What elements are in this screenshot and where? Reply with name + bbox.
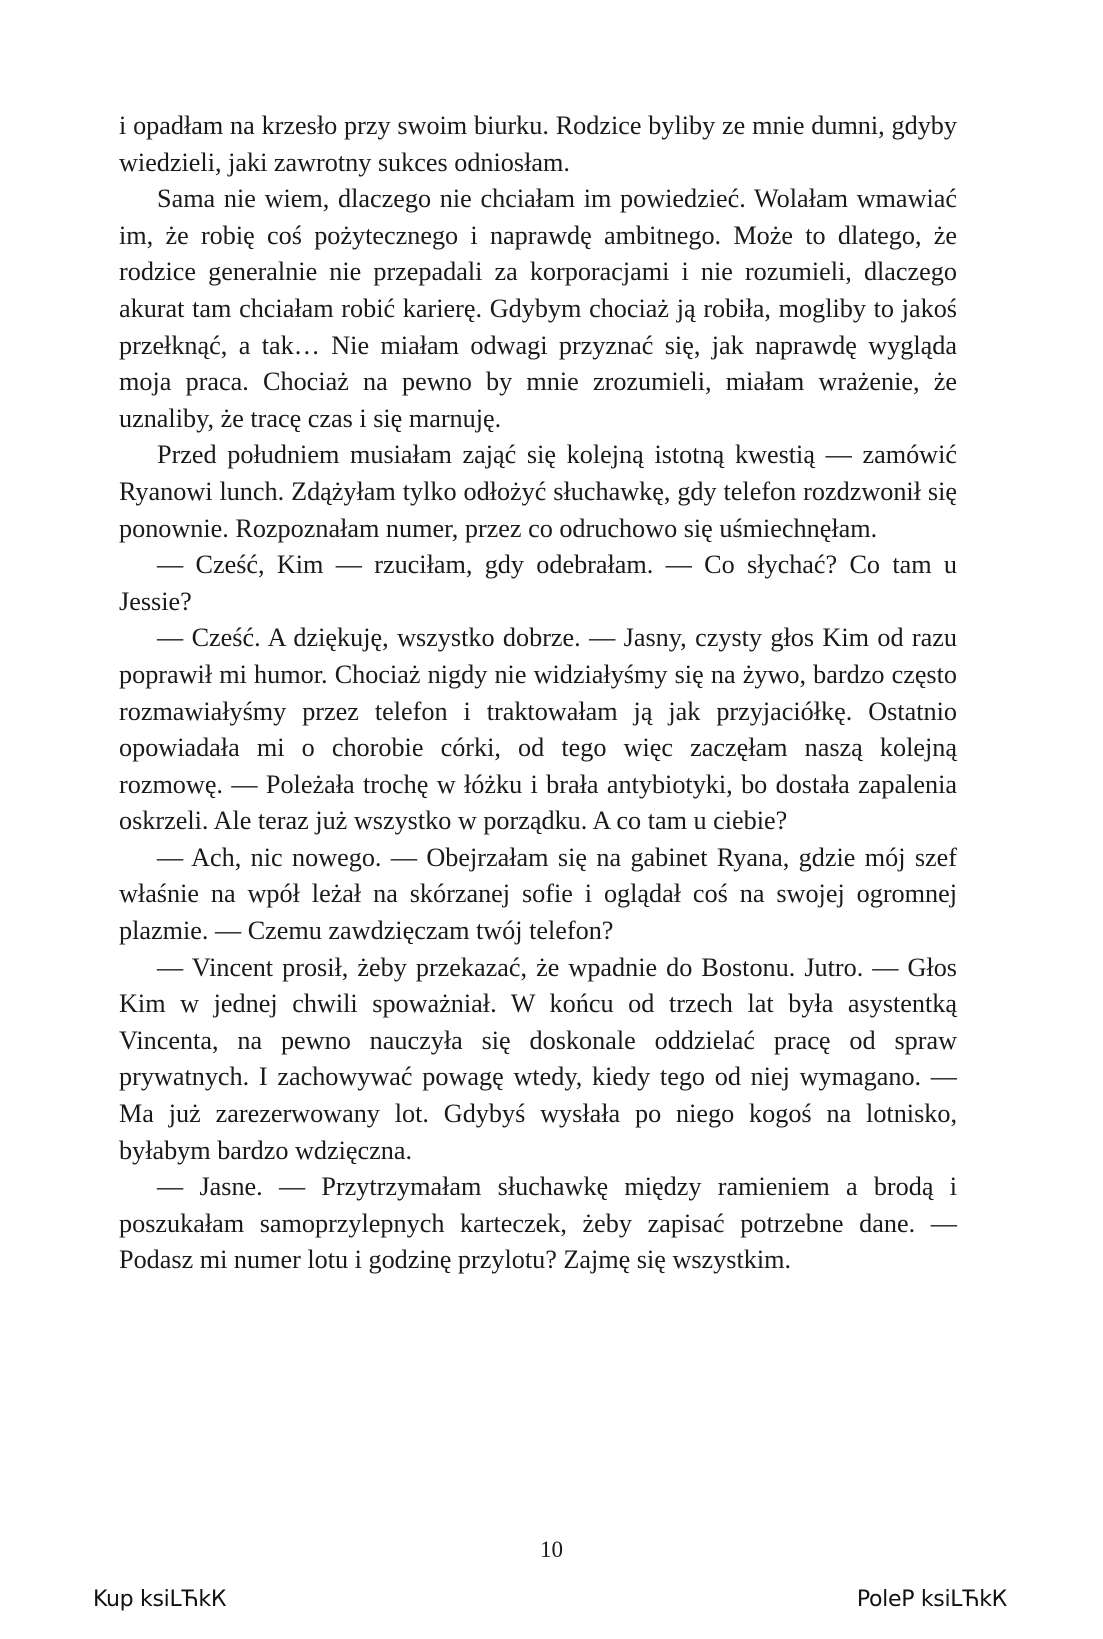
paragraph: Przed południem musiałam zająć się kolejną istotną kwestią — zamówić Ryanowi lunch. Zdążyłam tylko odłożyć słuchawkę, gdy telefon rozdzwonił się ponownie. Rozpoznałam numer, przez co odruchowo się uśmiechnęłam.: [119, 440, 957, 543]
paragraph: — Jasne. — Przytrzymałam słuchawkę między ramieniem a brodą i poszukałam samoprzylepnych karteczek, żeby zapisać potrzebne dane. — Podasz mi numer lotu i godzinę przylotu? Zajmę się wszystkim.: [119, 1172, 957, 1275]
paragraph: — Cześć, Kim — rzuciłam, gdy odebrałam. — Co słychać? Co tam u Jessie?: [119, 550, 957, 616]
paragraph: Sama nie wiem, dlaczego nie chciałam im powiedzieć. Wolałam wmawiać im, że robię coś pożytecznego i naprawdę ambitnego. Może to dlatego, że rodzice generalnie nie przepadali za korporacjami i nie rozumieli, dlaczego akurat tam chciałam robić karierę. Gdybym chociaż ją robiła, mogliby to jakoś przełknąć, a tak… Nie miałam odwagi przyznać się, jak naprawdę wygląda moja praca. Chociaż na pewno by mnie zrozumieli, miałam wrażenie, że uznaliby, że tracę czas i się marnuję.: [119, 184, 957, 433]
paragraph: — Ach, nic nowego. — Obejrzałam się na gabinet Ryana, gdzie mój szef właśnie na wpół leżał na skórzanej sofie i oglądał coś na swojej ogromnej plazmie. — Czemu zawdzięczam twój telefon?: [119, 842, 957, 946]
paragraph: — Vincent prosił, żeby przekazać, że wpadnie do Bostonu. Jutro. — Głos Kim w jednej chwili spoważniał. W końcu od trzech lat była asystentką Vincenta, na pewno nauczyła się doskonale oddzielać pracę od spraw prywatnych. I zachowywać powagę wtedy, kiedy tego od niej wymagano. — Ma już zarezerwowany lot. Gdybyś wysłała po niego kogoś na lotnisko, byłabym bardzo wdzięczna.: [119, 952, 957, 1165]
page-number: 10: [540, 1537, 563, 1562]
buy-book-link[interactable]: Kup ksiLЋkК: [93, 1587, 227, 1612]
paragraph: i opadłam na krzesło przy swoim biurku. Rodzice byliby ze mnie dumni, gdyby wiedzieli, jaki zawrotny sukces odniosłam.: [119, 111, 957, 177]
paragraph: — Cześć. A dziękuję, wszystko dobrze. — Jasny, czysty głos Kim od razu poprawił mi humor. Chociaż nigdy nie widziałyśmy się na żywo, bardzo często rozmawiałyśmy przez telefon i traktowałam ją jak przyjaciółkę. Ostatnio opowiadała mi o chorobie córki, od tego więc zaczęłam naszą kolejną rozmowę. — Poleżała trochę w łóżku i brała antybiotyki, bo dostała zapalenia oskrzeli. Ale teraz już wszystko w porządku. A co tam u ciebie?: [119, 623, 957, 836]
recommend-book-link[interactable]: PoleР ksiLЋkК: [856, 1587, 1007, 1612]
book-page-text: [119, 108, 957, 1279]
